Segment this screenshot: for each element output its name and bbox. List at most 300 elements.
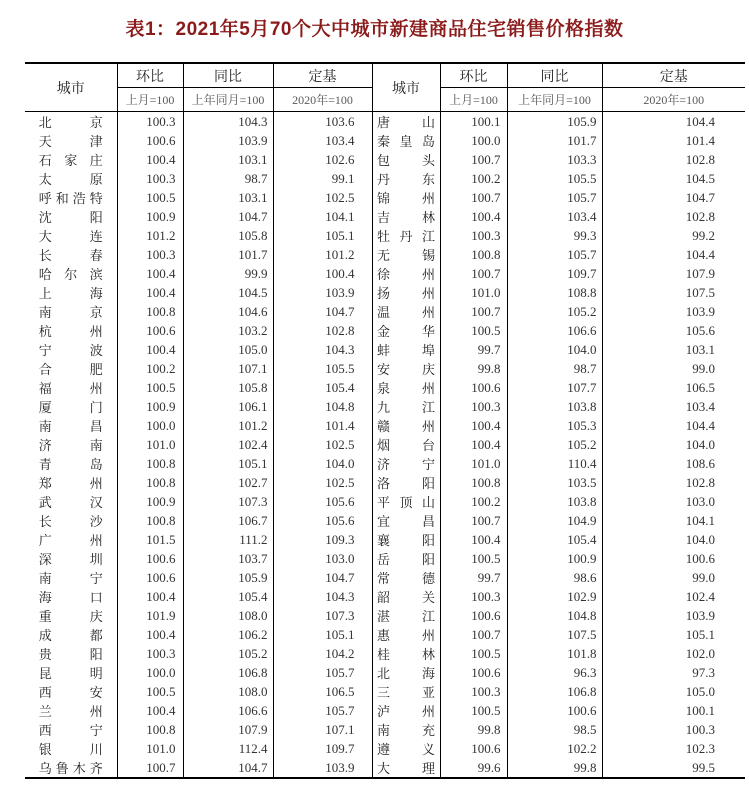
city-cell <box>372 416 440 435</box>
table-row <box>25 245 745 264</box>
value-cell: 107.7 <box>507 378 602 397</box>
value-cell: 103.9 <box>183 131 273 150</box>
city-cell <box>25 606 117 625</box>
city-cell <box>25 321 117 340</box>
table-row <box>25 302 745 321</box>
city-name: 泉州 <box>377 381 435 396</box>
value-cell: 104.0 <box>273 454 372 473</box>
city-cell <box>372 188 440 207</box>
value-cell: 104.9 <box>507 511 602 530</box>
value-cell: 104.0 <box>685 436 715 452</box>
value-cell: 100.3 <box>440 587 507 606</box>
city-name: 广州 <box>38 533 103 548</box>
city-cell <box>372 435 440 454</box>
subheader-fixed-base-right: 2020年=100 <box>643 93 705 107</box>
city-name: 深圳 <box>38 552 103 567</box>
city-cell <box>372 378 440 397</box>
city-name: 吉林 <box>377 210 435 225</box>
city-name: 济南 <box>38 438 103 453</box>
value-cell: 103.4 <box>273 131 372 150</box>
value-cell: 107.9 <box>183 720 273 739</box>
city-cell <box>372 245 440 264</box>
subheader-fixed-base-left: 2020年=100 <box>273 88 372 112</box>
value-cell: 100.2 <box>117 359 183 378</box>
value-cell: 105.6 <box>685 322 715 338</box>
city-cell <box>372 701 440 720</box>
value-cell: 101.0 <box>440 283 507 302</box>
city-name: 遵义 <box>377 742 435 757</box>
city-name: 秦皇岛 <box>377 134 435 149</box>
value-cell: 101.2 <box>183 416 273 435</box>
value-cell: 100.7 <box>440 511 507 530</box>
city-name: 包头 <box>377 153 435 168</box>
value-cell: 100.6 <box>117 321 183 340</box>
table-row <box>25 150 745 169</box>
city-cell <box>372 549 440 568</box>
table-row <box>25 264 745 283</box>
value-cell: 105.8 <box>183 378 273 397</box>
value-cell: 99.0 <box>692 360 715 376</box>
city-cell <box>25 549 117 568</box>
city-name: 烟台 <box>377 438 435 453</box>
city-cell <box>372 264 440 283</box>
city-cell <box>25 720 117 739</box>
value-cell: 103.0 <box>685 493 715 509</box>
table-row <box>25 207 745 226</box>
value-cell: 101.4 <box>685 132 715 148</box>
value-cell: 104.7 <box>685 189 715 205</box>
value-cell: 100.3 <box>117 644 183 663</box>
table-row <box>25 492 745 511</box>
table-row <box>25 625 745 644</box>
table-row <box>25 682 745 701</box>
value-cell: 101.2 <box>117 226 183 245</box>
value-cell: 99.2 <box>692 227 715 243</box>
table-row <box>25 188 745 207</box>
value-cell: 103.0 <box>273 549 372 568</box>
table-row <box>25 454 745 473</box>
city-cell <box>372 511 440 530</box>
city-cell <box>25 739 117 758</box>
table-header <box>25 63 745 112</box>
value-cell: 100.9 <box>507 549 602 568</box>
value-cell: 100.6 <box>117 131 183 150</box>
city-cell <box>25 530 117 549</box>
value-cell: 105.1 <box>183 454 273 473</box>
value-cell: 104.7 <box>183 207 273 226</box>
value-cell: 100.7 <box>117 758 183 778</box>
city-cell <box>25 264 117 283</box>
value-cell: 100.3 <box>117 169 183 188</box>
value-cell: 100.4 <box>273 264 372 283</box>
value-cell: 102.8 <box>685 474 715 490</box>
city-cell <box>372 454 440 473</box>
city-cell <box>25 150 117 169</box>
subheader-mom-left: 上月=100 <box>117 88 183 112</box>
value-cell: 104.7 <box>273 568 372 587</box>
table-row <box>25 416 745 435</box>
city-cell <box>25 283 117 302</box>
city-name: 泸州 <box>377 704 435 719</box>
city-name: 安庆 <box>377 362 435 377</box>
city-cell <box>25 758 117 778</box>
value-cell: 104.4 <box>685 113 715 129</box>
city-cell <box>372 302 440 321</box>
table-row <box>25 530 745 549</box>
value-cell: 100.7 <box>440 264 507 283</box>
table-row <box>25 644 745 663</box>
value-cell: 101.7 <box>507 131 602 150</box>
value-cell: 99.0 <box>692 569 715 585</box>
city-cell <box>372 359 440 378</box>
value-cell: 102.4 <box>685 588 715 604</box>
city-cell <box>372 644 440 663</box>
value-cell: 105.4 <box>183 587 273 606</box>
value-cell: 105.1 <box>685 626 715 642</box>
city-name: 温州 <box>377 305 435 320</box>
table-row <box>25 283 745 302</box>
value-cell: 107.3 <box>273 606 372 625</box>
value-cell: 101.0 <box>117 435 183 454</box>
city-cell <box>372 758 440 778</box>
value-cell: 100.3 <box>117 112 183 132</box>
value-cell: 100.4 <box>117 340 183 359</box>
value-cell: 103.2 <box>183 321 273 340</box>
city-name: 合肥 <box>38 362 103 377</box>
city-cell <box>25 454 117 473</box>
value-cell: 105.9 <box>507 112 602 132</box>
value-cell: 103.9 <box>685 607 715 623</box>
value-cell: 100.6 <box>117 568 183 587</box>
value-cell: 99.6 <box>440 758 507 778</box>
value-cell: 100.7 <box>440 150 507 169</box>
city-name: 青岛 <box>38 457 103 472</box>
value-cell: 107.9 <box>685 265 715 281</box>
city-name: 长沙 <box>38 514 103 529</box>
subheader-yoy-right: 上年同月=100 <box>507 88 602 112</box>
value-cell: 103.7 <box>183 549 273 568</box>
city-name: 杭州 <box>38 324 103 339</box>
value-cell: 100.0 <box>117 663 183 682</box>
value-cell: 107.5 <box>507 625 602 644</box>
value-cell: 105.6 <box>273 492 372 511</box>
table-row <box>25 112 745 132</box>
city-name: 西安 <box>38 685 103 700</box>
value-cell: 107.1 <box>273 720 372 739</box>
city-cell <box>372 340 440 359</box>
table-row <box>25 720 745 739</box>
city-cell <box>25 625 117 644</box>
city-name: 福州 <box>38 381 103 396</box>
city-name: 哈尔滨 <box>38 267 103 282</box>
city-name: 宁波 <box>38 343 103 358</box>
city-cell <box>25 302 117 321</box>
value-cell: 108.6 <box>685 455 715 471</box>
value-cell: 100.6 <box>440 606 507 625</box>
value-cell: 100.9 <box>117 207 183 226</box>
value-cell: 100.6 <box>507 701 602 720</box>
value-cell: 100.5 <box>440 549 507 568</box>
city-name: 西宁 <box>38 723 103 738</box>
value-cell: 100.5 <box>440 644 507 663</box>
city-cell <box>372 283 440 302</box>
city-cell <box>372 625 440 644</box>
subheader-mom-right: 上月=100 <box>440 88 507 112</box>
value-cell: 105.6 <box>273 511 372 530</box>
city-cell <box>25 568 117 587</box>
city-cell <box>25 169 117 188</box>
value-cell: 105.4 <box>507 530 602 549</box>
city-cell <box>372 530 440 549</box>
value-cell: 102.9 <box>507 587 602 606</box>
value-cell: 106.6 <box>183 701 273 720</box>
city-cell <box>25 682 117 701</box>
header-city-right: 城市 <box>372 63 440 112</box>
table-row <box>25 435 745 454</box>
city-cell <box>372 150 440 169</box>
city-cell <box>372 112 440 132</box>
city-cell <box>372 587 440 606</box>
value-cell: 105.2 <box>183 644 273 663</box>
value-cell: 105.3 <box>507 416 602 435</box>
city-cell <box>25 587 117 606</box>
value-cell: 100.8 <box>117 720 183 739</box>
city-cell <box>25 207 117 226</box>
value-cell: 100.3 <box>440 226 507 245</box>
value-cell: 100.2 <box>440 492 507 511</box>
page-title: 表1：2021年5月70个大中城市新建商品住宅销售价格指数 <box>125 19 624 40</box>
city-name: 上海 <box>38 286 103 301</box>
value-cell: 102.8 <box>273 321 372 340</box>
value-cell: 98.7 <box>507 359 602 378</box>
value-cell: 100.8 <box>117 454 183 473</box>
value-cell: 102.5 <box>273 473 372 492</box>
table-row <box>25 606 745 625</box>
city-cell <box>25 112 117 132</box>
value-cell: 105.0 <box>183 340 273 359</box>
value-cell: 105.7 <box>507 188 602 207</box>
city-name: 韶关 <box>377 590 435 605</box>
value-cell: 100.1 <box>685 702 715 718</box>
city-cell <box>25 663 117 682</box>
value-cell: 100.8 <box>440 473 507 492</box>
value-cell: 100.3 <box>685 721 715 737</box>
value-cell: 105.2 <box>507 302 602 321</box>
city-cell <box>372 682 440 701</box>
city-name: 南充 <box>377 723 435 738</box>
city-cell <box>372 720 440 739</box>
value-cell: 102.8 <box>685 151 715 167</box>
value-cell: 100.4 <box>117 264 183 283</box>
value-cell: 108.0 <box>183 682 273 701</box>
city-cell <box>372 321 440 340</box>
value-cell: 99.3 <box>507 226 602 245</box>
value-cell: 105.1 <box>273 226 372 245</box>
value-cell: 105.7 <box>273 663 372 682</box>
city-name: 太原 <box>38 172 103 187</box>
value-cell: 100.1 <box>440 112 507 132</box>
table-row <box>25 226 745 245</box>
table-row <box>25 378 745 397</box>
value-cell: 111.2 <box>183 530 273 549</box>
city-name: 大理 <box>377 761 435 776</box>
city-cell <box>372 568 440 587</box>
value-cell: 102.4 <box>183 435 273 454</box>
value-cell: 103.5 <box>507 473 602 492</box>
city-cell <box>372 492 440 511</box>
city-name: 大连 <box>38 229 103 244</box>
value-cell: 102.0 <box>685 645 715 661</box>
value-cell: 100.8 <box>117 511 183 530</box>
value-cell: 102.3 <box>685 740 715 756</box>
city-name: 南昌 <box>38 419 103 434</box>
value-cell: 107.3 <box>183 492 273 511</box>
header-city-left: 城市 <box>25 63 117 112</box>
value-cell: 101.7 <box>183 245 273 264</box>
table-row <box>25 321 745 340</box>
value-cell: 102.5 <box>273 188 372 207</box>
value-cell: 106.6 <box>507 321 602 340</box>
city-name: 湛江 <box>377 609 435 624</box>
city-name: 惠州 <box>377 628 435 643</box>
value-cell: 104.3 <box>273 587 372 606</box>
value-cell: 103.6 <box>273 112 372 132</box>
city-name: 成都 <box>38 628 103 643</box>
value-cell: 100.7 <box>440 302 507 321</box>
table-row <box>25 340 745 359</box>
value-cell: 99.9 <box>183 264 273 283</box>
value-cell: 106.5 <box>685 379 715 395</box>
value-cell: 106.8 <box>183 663 273 682</box>
value-cell: 100.5 <box>117 682 183 701</box>
value-cell: 100.4 <box>117 625 183 644</box>
value-cell: 103.4 <box>507 207 602 226</box>
city-name: 贵阳 <box>38 647 103 662</box>
value-cell: 103.9 <box>273 283 372 302</box>
city-name: 南京 <box>38 305 103 320</box>
value-cell: 105.9 <box>183 568 273 587</box>
city-name: 石家庄 <box>38 153 103 168</box>
value-cell: 108.0 <box>183 606 273 625</box>
value-cell: 105.5 <box>507 169 602 188</box>
city-cell <box>25 188 117 207</box>
header-fixed-base-left: 定基 <box>273 63 372 88</box>
value-cell: 109.3 <box>273 530 372 549</box>
value-cell: 100.7 <box>440 625 507 644</box>
value-cell: 104.8 <box>507 606 602 625</box>
value-cell: 103.8 <box>507 492 602 511</box>
value-cell: 105.4 <box>273 378 372 397</box>
header-fixed-base-right: 定基 <box>602 63 745 88</box>
value-cell: 103.4 <box>685 398 715 414</box>
city-name: 金华 <box>377 324 435 339</box>
value-cell: 99.7 <box>440 568 507 587</box>
city-cell <box>25 359 117 378</box>
value-cell: 106.7 <box>183 511 273 530</box>
value-cell: 107.5 <box>685 284 715 300</box>
value-cell: 99.7 <box>440 340 507 359</box>
value-cell: 100.6 <box>440 739 507 758</box>
city-name: 银川 <box>38 742 103 757</box>
value-cell: 97.3 <box>692 664 715 680</box>
value-cell: 104.7 <box>273 302 372 321</box>
city-cell <box>25 131 117 150</box>
city-name: 蚌埠 <box>377 343 435 358</box>
city-name: 常德 <box>377 571 435 586</box>
value-cell: 100.5 <box>117 188 183 207</box>
city-name: 丹东 <box>377 172 435 187</box>
value-cell: 100.4 <box>440 207 507 226</box>
city-name: 沈阳 <box>38 210 103 225</box>
header-yoy-right: 同比 <box>507 63 602 88</box>
city-cell <box>25 644 117 663</box>
value-cell: 100.4 <box>440 416 507 435</box>
value-cell: 110.4 <box>507 454 602 473</box>
value-cell: 104.0 <box>507 340 602 359</box>
value-cell: 104.4 <box>685 417 715 433</box>
value-cell: 105.1 <box>273 625 372 644</box>
value-cell: 100.9 <box>117 397 183 416</box>
value-cell: 100.8 <box>117 302 183 321</box>
value-cell: 101.4 <box>273 416 372 435</box>
value-cell: 105.0 <box>685 683 715 699</box>
city-name: 天津 <box>38 134 103 149</box>
value-cell: 101.2 <box>273 245 372 264</box>
value-cell: 100.4 <box>440 435 507 454</box>
city-name: 呼和浩特 <box>38 191 103 206</box>
value-cell: 103.3 <box>507 150 602 169</box>
city-name: 海口 <box>38 590 103 605</box>
value-cell: 102.5 <box>273 435 372 454</box>
value-cell: 112.4 <box>183 739 273 758</box>
header-mom-left: 环比 <box>117 63 183 88</box>
value-cell: 109.7 <box>273 739 372 758</box>
value-cell: 100.7 <box>440 188 507 207</box>
value-cell: 101.9 <box>117 606 183 625</box>
value-cell: 99.1 <box>273 169 372 188</box>
value-cell: 100.5 <box>440 321 507 340</box>
value-cell: 96.3 <box>507 663 602 682</box>
value-cell: 99.8 <box>440 720 507 739</box>
city-name: 三亚 <box>377 685 435 700</box>
table-row <box>25 758 745 778</box>
city-name: 平顶山 <box>377 495 435 510</box>
value-cell: 99.5 <box>692 759 715 775</box>
value-cell: 106.5 <box>273 682 372 701</box>
city-cell <box>372 226 440 245</box>
value-cell: 103.1 <box>183 188 273 207</box>
value-cell: 104.0 <box>685 531 715 547</box>
value-cell: 105.5 <box>273 359 372 378</box>
table-row <box>25 473 745 492</box>
header-group-row <box>25 63 745 88</box>
city-cell <box>25 340 117 359</box>
value-cell: 100.4 <box>117 701 183 720</box>
city-cell <box>25 492 117 511</box>
table-body <box>25 112 745 779</box>
value-cell: 104.3 <box>273 340 372 359</box>
city-name: 长春 <box>38 248 103 263</box>
value-cell: 109.7 <box>507 264 602 283</box>
table-row <box>25 169 745 188</box>
value-cell: 102.2 <box>507 739 602 758</box>
value-cell: 100.8 <box>117 473 183 492</box>
value-cell: 104.2 <box>273 644 372 663</box>
value-cell: 100.6 <box>440 378 507 397</box>
value-cell: 98.5 <box>507 720 602 739</box>
value-cell: 103.1 <box>183 150 273 169</box>
value-cell: 105.8 <box>183 226 273 245</box>
